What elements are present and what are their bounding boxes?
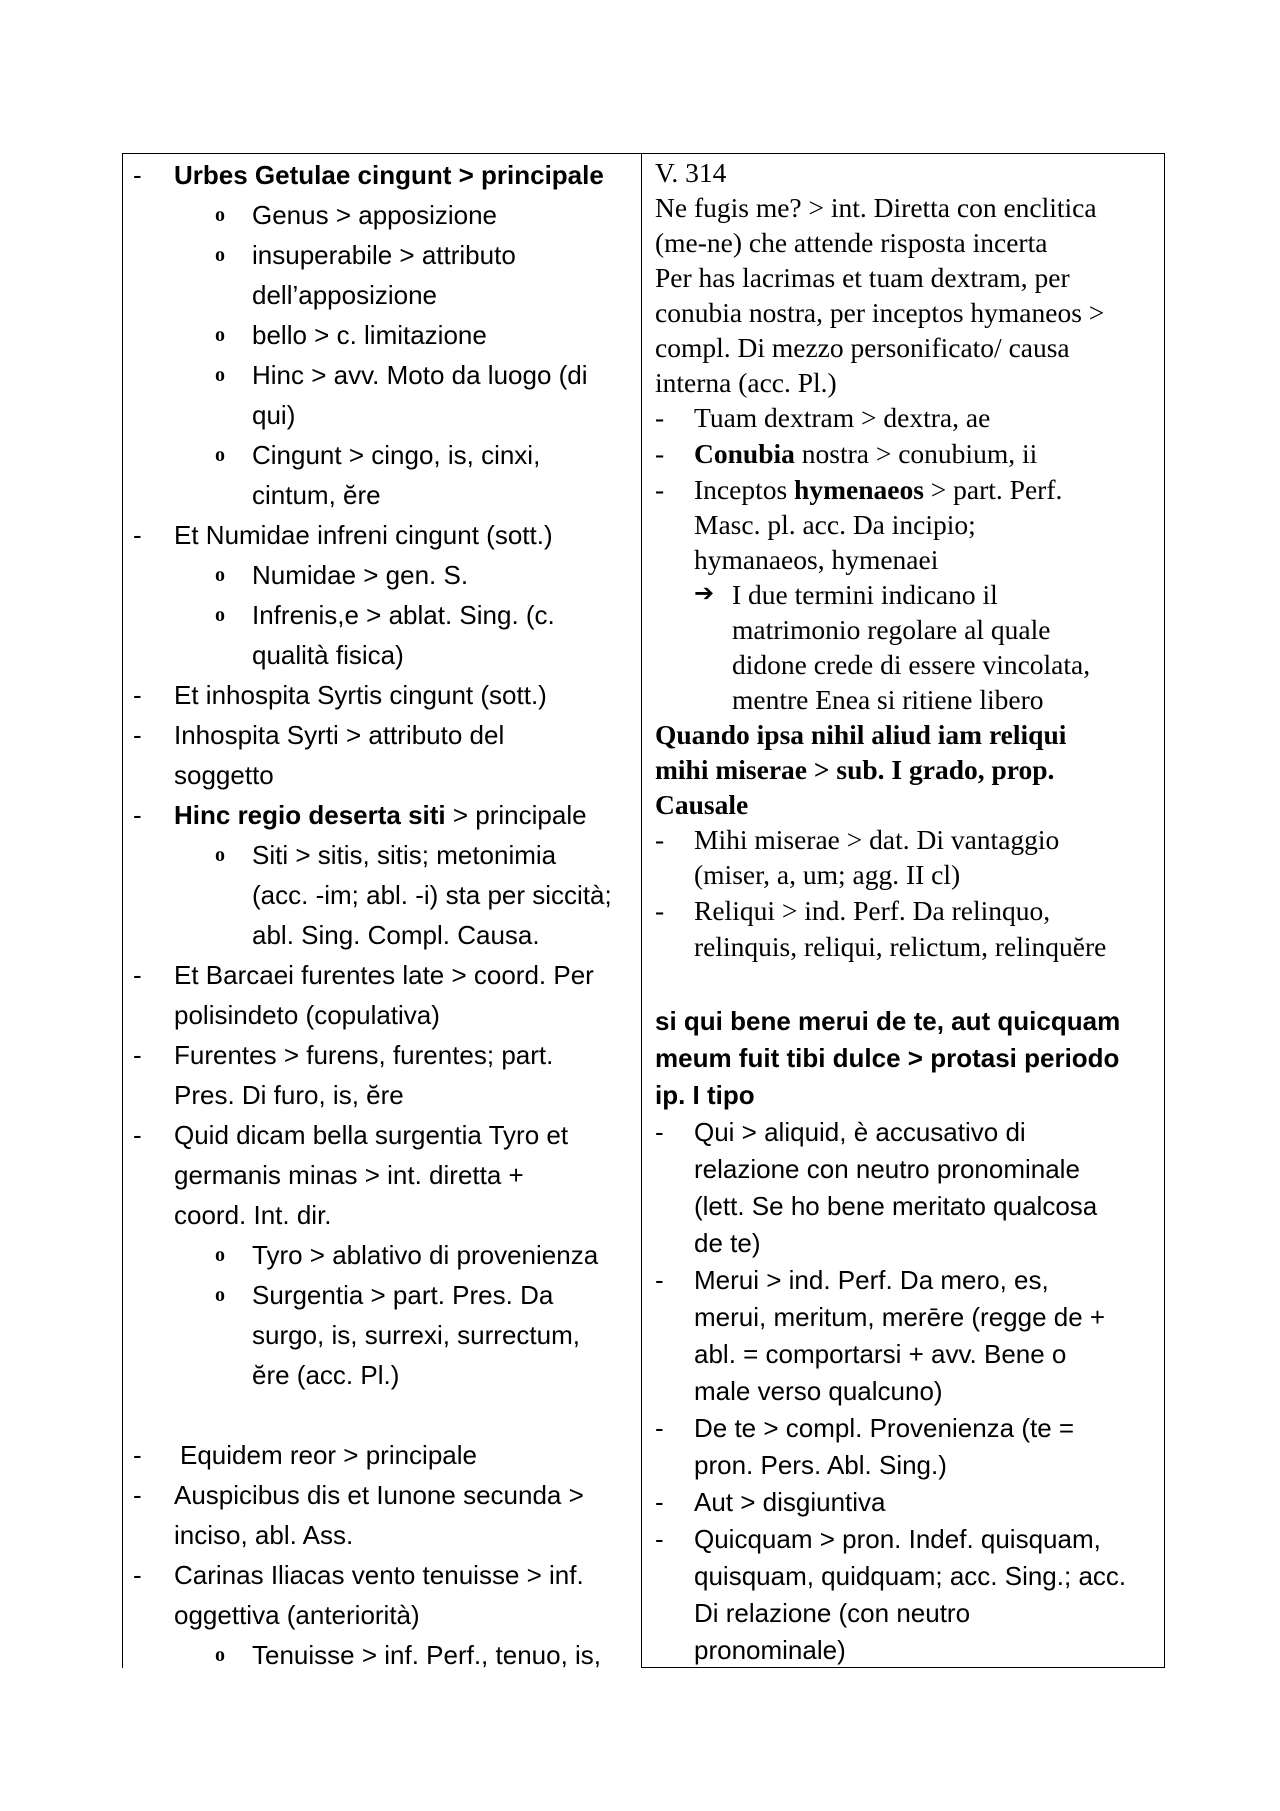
line-text: relinquis, reliqui, relictum, relinquĕre [694,931,1107,962]
line-text: hymanaeos, hymenaei [694,544,939,575]
line-text: didone crede di essere vincolata, [732,649,1091,680]
line-text: mentre Enea si ritiene libero [732,684,1044,715]
line-text: (acc. -im; abl. -i) sta per siccità; [252,880,612,910]
plain-text: > part. Perf. [923,474,1063,505]
bullet-marker: o [215,444,225,466]
line-text: (lett. Se ho bene meritato qualcosa [694,1191,1098,1221]
line-text: abl. Sing. Compl. Causa. [252,920,540,950]
line-text: merui, meritum, merēre (regge de + [694,1302,1106,1332]
dash-marker: - [133,960,142,990]
plain-text: > principale [445,800,587,830]
line-text: ĕre (acc. Pl.) [252,1360,400,1390]
dash-marker: - [655,895,665,926]
line-text: Siti > sitis, sitis; metonimia [252,840,557,870]
line-text: ip. I tipo [655,1080,755,1110]
bullet-marker: o [215,844,225,866]
line-text: Reliqui > ind. Perf. Da relinquo, [694,895,1051,926]
line-text: qui) [252,400,296,430]
line-text: matrimonio regolare al quale [732,614,1051,645]
line-text: Et Barcaei furentes late > coord. Per [174,960,594,990]
line-text: bello > c. limitazione [252,320,487,350]
line-text: De te > compl. Provenienza (te = [694,1413,1075,1443]
line-text: soggetto [174,760,274,790]
line-text: I due termini indicano il [732,579,998,610]
line-text: cintum, ĕre [252,480,381,510]
line-text: interna (acc. Pl.) [655,367,837,398]
notes-table [122,153,1165,1668]
line-text: Cingunt > cingo, is, cinxi, [252,440,541,470]
line-text: Quando ipsa nihil aliud iam reliqui [655,719,1067,750]
line-text: (me-ne) che attende risposta incerta [655,227,1048,258]
bold-text: hymenaeos [794,474,924,505]
line-text: Qui > aliquid, è accusativo di [694,1117,1026,1147]
line-text: Pres. Di furo, is, ĕre [174,1080,404,1110]
bullet-marker: o [215,1244,225,1266]
line-text: (miser, a, um; agg. II cl) [694,859,961,890]
line-text: mihi miserae > sub. I grado, prop. [655,754,1055,785]
line-text: Numidae > gen. S. [252,560,469,590]
line-text: V. 314 [655,157,727,188]
line-text: compl. Di mezzo personificato/ causa [655,332,1070,363]
line-text: meum fuit tibi dulce > protasi periodo [655,1043,1120,1073]
line-text: Hinc > avv. Moto da luogo (di [252,360,588,390]
line-text: Genus > apposizione [252,200,498,230]
line-text: Di relazione (con neutro [694,1598,971,1628]
line-text: Ne fugis me? > int. Diretta con enclitica [655,192,1097,223]
line-text: Per has lacrimas et tuam dextram, per [655,262,1070,293]
line-text: Surgentia > part. Pres. Da [252,1280,554,1310]
dash-marker: - [655,402,665,433]
line-text: Quicquam > pron. Indef. quisquam, [694,1524,1101,1554]
line-text: Quid dicam bella surgentia Tyro et [174,1120,569,1150]
line-text: Aut > disgiuntiva [694,1487,886,1517]
arrow-right-icon: ➔ [694,579,715,607]
dash-marker: - [655,438,665,469]
line-text: Infrenis,e > ablat. Sing. (c. [252,600,555,630]
line-text: Tenuisse > inf. Perf., tenuo, is, [252,1640,602,1670]
left-column [122,153,641,1668]
line-text: male verso qualcuno) [694,1376,943,1406]
bullet-marker: o [215,564,225,586]
line-text: insuperabile > attributo [252,240,516,270]
line-text: Inhospita Syrti > attributo del [174,720,505,750]
bullet-marker: o [215,604,225,626]
line-text: de te) [694,1228,761,1258]
bullet-marker: o [215,324,225,346]
line-text: Tuam dextram > dextra, ae [694,402,991,433]
dash-marker: - [133,800,142,830]
line-text: qualità fisica) [252,640,404,670]
dash-marker: - [133,1480,142,1510]
line-text: Furentes > furens, furentes; part. [174,1040,554,1070]
dash-marker: - [133,160,142,190]
dash-marker: - [655,1524,664,1554]
line-text: oggettiva (anteriorità) [174,1600,420,1630]
line-text: Urbes Getulae cingunt > principale [174,160,604,190]
dash-marker: - [133,1040,142,1070]
line-text: relazione con neutro pronominale [694,1154,1080,1184]
bullet-marker: o [215,1644,225,1666]
line-text: Auspicibus dis et Iunone secunda > [174,1480,584,1510]
line-text [694,438,1037,470]
line-text: dell’apposizione [252,280,438,310]
line-text: inciso, abl. Ass. [174,1520,354,1550]
line-text: surgo, is, surrexi, surrectum, [252,1320,580,1350]
line-text: Et inhospita Syrtis cingunt (sott.) [174,680,547,710]
bullet-marker: o [215,1284,225,1306]
line-text: Mihi miserae > dat. Di vantaggio [694,824,1060,855]
plain-text: nostra > conubium, ii [794,438,1038,469]
dash-marker: - [655,474,665,505]
line-text: pron. Pers. Abl. Sing.) [694,1450,947,1480]
line-text: germanis minas > int. diretta + [174,1160,524,1190]
line-text: Equidem reor > principale [180,1440,477,1470]
dash-marker: - [133,1440,142,1470]
dash-marker: - [655,1265,664,1295]
line-text: Carinas Iliacas vento tenuisse > inf. [174,1560,584,1590]
right-column [641,153,1165,1668]
dash-marker: - [655,1487,664,1517]
line-text [174,800,587,831]
line-text: pronominale) [694,1635,846,1665]
line-text: quisquam, quidquam; acc. Sing.; acc. [694,1561,1127,1591]
line-text: conubia nostra, per inceptos hymaneos > [655,297,1105,328]
dash-marker: - [655,824,665,855]
line-text: Merui > ind. Perf. Da mero, es, [694,1265,1049,1295]
line-text: si qui bene merui de te, aut quicquam [655,1006,1121,1036]
line-text: Causale [655,789,749,820]
line-text: polisindeto (copulativa) [174,1000,440,1030]
dash-marker: - [133,520,142,550]
dash-marker: - [133,1120,142,1150]
dash-marker: - [655,1413,664,1443]
dash-marker: - [133,680,142,710]
plain-text: Inceptos [694,474,795,505]
line-text: Et Numidae infreni cingunt (sott.) [174,520,553,550]
line-text: abl. = comportarsi + avv. Bene o [694,1339,1067,1369]
dash-marker: - [655,1117,664,1147]
line-text: Tyro > ablativo di provenienza [252,1240,599,1270]
bullet-marker: o [215,244,225,266]
bold-text: Conubia [694,438,795,469]
dash-marker: - [133,720,142,750]
bullet-marker: o [215,204,225,226]
bullet-marker: o [215,364,225,386]
line-text [694,474,1062,506]
line-text: coord. Int. dir. [174,1200,332,1230]
line-text: Masc. pl. acc. Da incipio; [694,509,976,540]
dash-marker: - [133,1560,142,1590]
bold-text: Hinc regio deserta siti [174,800,446,830]
